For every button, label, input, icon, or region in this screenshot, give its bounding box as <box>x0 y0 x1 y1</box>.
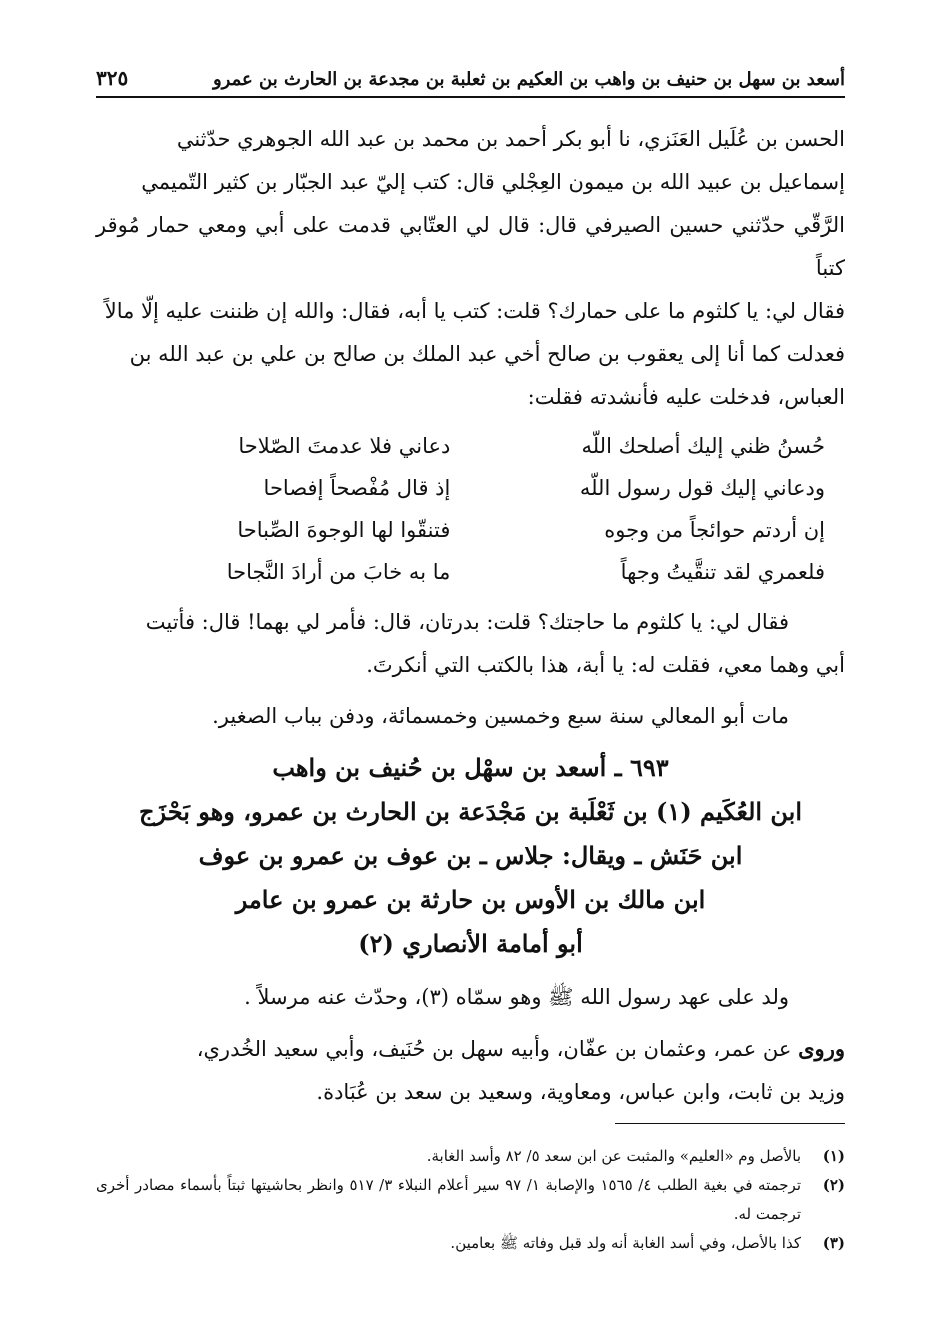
narration-paragraph <box>96 1027 845 1114</box>
footnote <box>96 1171 845 1229</box>
footnote-divider <box>615 1123 845 1124</box>
poem <box>96 425 845 593</box>
verse-first-half: ودعاني إليك قول رسول اللّه <box>579 476 825 500</box>
verse-first-half: حُسنُ ظني إليك أصلحك اللّه <box>581 434 825 458</box>
footnote-text: بالأصل وم «العليم» والمثبت عن ابن سعد ٥/ ٨٢ وأسد الغابة. <box>426 1147 801 1165</box>
poem-verse <box>96 425 845 467</box>
footnote-number: (١) <box>822 1147 845 1165</box>
running-header <box>96 58 845 98</box>
verse-second-half: إذ قال مُفْصحاً إفصاحا <box>263 476 451 500</box>
page-body <box>96 118 845 1114</box>
opening-paragraph <box>96 118 845 419</box>
entry-heading-line: ابن مالك بن الأوس بن حارثة بن عمرو بن عامر <box>235 885 706 914</box>
footnote <box>96 1142 845 1171</box>
verse-first-half: فلعمري لقد تنقَّيتُ وجهاً <box>620 560 825 584</box>
text-line: إسماعيل بن عبيد الله بن ميمون العِجْلي قال: كتب إليّ عبد الجبّار بن كثير التّميمي <box>141 170 845 194</box>
verse-second-half: ما به خابَ من أرادَ النَّجاحا <box>226 560 451 584</box>
closing-paragraph <box>96 601 845 687</box>
entry-heading-line: ٦٩٣ ـ أسعد بن سهْل بن حُنيف بن واهب <box>272 753 669 782</box>
narration-lead-word: وروى <box>798 1036 845 1061</box>
text-line: فقال لي: يا كلثوم ما حاجتك؟ قلت: بدرتان، قال: فأمر لي بهما! قال: فأتيت <box>145 610 789 634</box>
verse-second-half: دعاني فلا عدمتَ الصّلاحا <box>238 434 451 458</box>
page-number: ٣٢٥ <box>96 66 129 90</box>
poem-verse <box>96 467 845 509</box>
text-line: أبي وهما معي، فقلت له: يا أبة، هذا بالكتب التي أنكرتَ. <box>366 653 845 677</box>
birth-note: ولد على عهد رسول الله ﷺ وهو سمّاه (٣)، وحدّث عنه مرسلاً . <box>244 985 789 1009</box>
entry-heading-line: ابن حَنَش ـ ويقال: جلاس ـ بن عوف بن عمرو بن عوف <box>198 841 743 870</box>
narration-text: عن عمر، وعثمان بن عفّان، وأبيه سهل بن حُنَيف، وأبي سعيد الخُدري، <box>196 1037 792 1061</box>
footnote-text: كذا بالأصل، وفي أسد الغابة أنه ولد قبل وفاته ﷺ بعامين. <box>450 1234 801 1252</box>
footnote <box>96 1229 845 1258</box>
verse-first-half: إن أردتم حوائجاً من وجوه <box>604 518 825 542</box>
footnote-number: (٢) <box>822 1176 845 1194</box>
entry-heading <box>96 746 845 966</box>
text-line: العباس، فدخلت عليه فأنشدته فقلت: <box>527 385 845 409</box>
poem-verse <box>96 509 845 551</box>
death-note: مات أبو المعالي سنة سبع وخمسين وخمسمائة، ودفن بباب الصغير. <box>212 704 789 728</box>
footnotes <box>96 1142 845 1258</box>
text-line <box>96 1027 845 1071</box>
text-line: الرَّقّي حدّثني حسين الصيرفي قال: قال لي العتّابي قدمت على أبي ومعي حمار مُوقر كتباً <box>96 213 845 280</box>
text-line: وزيد بن ثابت، وابن عباس، ومعاوية، وسعيد بن سعد بن عُبَادة. <box>316 1080 845 1104</box>
entry-heading-line: ابن العُكَيم (١) بن ثَعْلَبة بن مَجْدَعة بن الحارث بن عمرو، وهو بَحْزَج <box>138 797 803 826</box>
poem-verse <box>96 551 845 593</box>
footnote-number: (٣) <box>822 1234 845 1252</box>
entry-heading-line: أبو أمامة الأنصاري (٢) <box>358 929 583 958</box>
verse-second-half: فتنقّوا لها الوجوهَ الصِّباحا <box>237 518 451 542</box>
text-line: الحسن بن عُلَيل العَنَزي، نا أبو بكر أحمد بن محمد بن عبد الله الجوهري حدّثني <box>176 127 845 151</box>
text-line: فقال لي: يا كلثوم ما على حمارك؟ قلت: كتب يا أبه، فقال: والله إن ظننت عليه إلّا مالاً <box>104 299 845 323</box>
running-title: أسعد بن سهل بن حنيف بن واهب بن العكيم بن ثعلبة بن مجدعة بن الحارث بن عمرو <box>212 69 845 90</box>
footnote-text: ترجمته في بغية الطلب ٤/ ١٥٦٥ والإصابة ١/ ٩٧ سير أعلام النبلاء ٣/ ٥١٧ وانظر بحاشيتها ثبتاً بأسماء مصادر أخرى ترجمت له. <box>96 1176 802 1223</box>
text-line: فعدلت كما أنا إلى يعقوب بن صالح أخي عبد الملك بن صالح بن علي بن عبد الله بن <box>129 342 845 366</box>
